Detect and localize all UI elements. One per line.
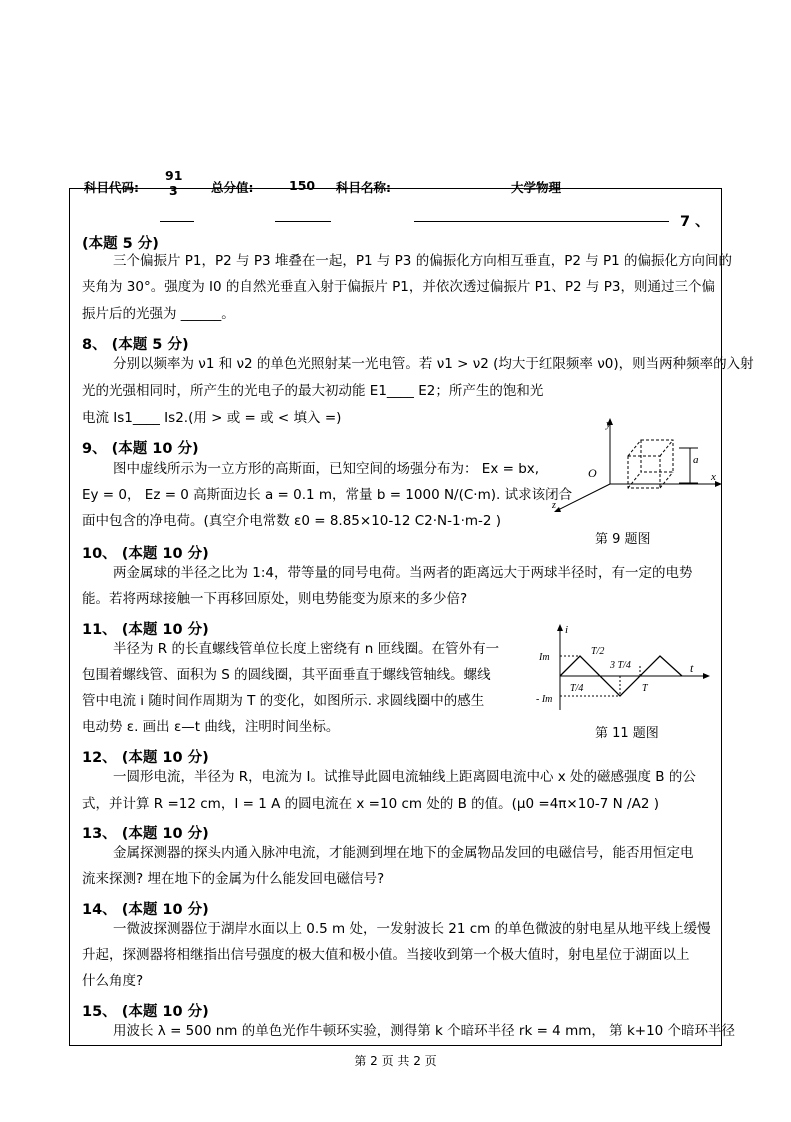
q11-line3: 管中电流 i 随时间作周期为 T 的变化，如图所示. 求圆线圈中的感生 xyxy=(82,693,485,709)
q7-line3: 振片后的光强为 ______。 xyxy=(82,306,235,322)
q9-line2: Ey = 0， Ez = 0 高斯面边长 a = 0.1 m，常量 b = 1000 N/(C·m). 试求该闭合 xyxy=(82,487,573,503)
blank-line xyxy=(414,221,669,222)
q7-line2: 夹角为 30°。强度为 I0 的自然光垂直入射于偏振片 P1，并依次透过偏振片 P1、P2 与 P3，则通过三个偏 xyxy=(82,279,715,295)
q11-figure-caption: 第 11 题图 xyxy=(595,726,659,741)
q7-title: (本题 5 分) xyxy=(82,236,159,252)
q9-figure-caption: 第 9 题图 xyxy=(595,532,651,547)
q11-line4: 电动势 ε. 画出 ε—t 曲线，注明时间坐标。 xyxy=(82,719,340,735)
q15-line1: 用波长 λ = 500 nm 的单色光作牛顿环实验，测得第 k 个暗环半径 rk = 4 mm， 第 k+10 个暗环半径 xyxy=(113,1023,736,1039)
fig11-im-label: Im xyxy=(539,652,550,663)
fig9-x-label: x xyxy=(711,471,716,483)
blank-line xyxy=(275,221,331,222)
fig11-neg-im-label: - Im xyxy=(536,694,553,705)
z-axis xyxy=(558,484,610,510)
q8-line2: 光的光强相同时，所产生的光电子的最大初动能 E1____ E2；所产生的饱和光 xyxy=(82,383,544,399)
q13-line2: 流来探测? 埋在地下的金属为什么能发回电磁信号? xyxy=(82,871,385,887)
q9-line1: 图中虚线所示为一立方形的高斯面，已知空间的场强分布为： Ex = bx, xyxy=(113,461,540,477)
fig11-t-label: t xyxy=(690,661,694,675)
total-score-value: 150 xyxy=(289,178,316,193)
blank-line xyxy=(160,221,194,222)
q12-line1: 一圆形电流，半径为 R，电流为 I。试推导此圆电流轴线上距离圆电流中心 x 处的磁感强度 B 的公 xyxy=(113,769,696,785)
total-score-label: 总分值: xyxy=(211,180,254,195)
fig11-t2-label: T/2 xyxy=(591,646,605,657)
q14-line1: 一微波探测器位于湖岸水面以上 0.5 m 处，一发射波长 21 cm 的单色微波的射电星从地平线上缓慢 xyxy=(113,921,711,937)
fig11-i-label: i xyxy=(565,624,569,636)
fig9-z-label: z xyxy=(552,500,556,511)
fig11-t4-label: T/4 xyxy=(570,683,584,694)
q8-title: 8、 (本题 5 分) xyxy=(82,337,189,353)
fig9-origin-label: O xyxy=(588,466,597,480)
page-footer: 第 2 页 共 2 页 xyxy=(354,1054,437,1068)
q14-title: 14、 (本题 10 分) xyxy=(82,902,209,918)
q9-title: 9、 (本题 10 分) xyxy=(82,441,199,457)
subject-name-label: 科目名称: xyxy=(336,180,391,195)
q11-title: 11、 (本题 10 分) xyxy=(82,622,209,638)
q15-title: 15、 (本题 10 分) xyxy=(82,1004,209,1020)
subject-code-value-bottom: 3 xyxy=(169,183,178,198)
q12-line2: 式，并计算 R =12 cm，I = 1 A 的圆电流在 x =10 cm 处的 B 的值。(μ0 =4π×10-7 N /A2 ) xyxy=(82,796,659,812)
q12-title: 12、 (本题 10 分) xyxy=(82,750,209,766)
q10-line1: 两金属球的半径之比为 1:4，带等量的同号电荷。当两者的距离远大于两球半径时，有一定的电势 xyxy=(113,565,693,581)
q14-line2: 升起，探测器将相继指出信号强度的极大值和极小值。当接收到第一个极大值时，射电星位于湖面以上 xyxy=(82,947,690,963)
q9-line3: 面中包含的净电荷。(真空介电常数 ε0 = 8.85×10-12 C2·N-1·m-2 ) xyxy=(82,513,502,529)
q13-line1: 金属探测器的探头内通入脉冲电流，才能测到埋在地下的金属物品发回的电磁信号，能否用恒定电 xyxy=(113,845,694,861)
fig11-period-label: T xyxy=(642,683,648,694)
subject-code-label: 科目代码: xyxy=(84,180,139,195)
q7-number: 7 、 xyxy=(680,214,710,230)
fig11-3t4-label: 3 T/4 xyxy=(610,660,631,671)
q14-line3: 什么角度? xyxy=(82,973,144,989)
subject-name-value: 大学物理 xyxy=(511,180,562,195)
q7-line1: 三个偏振片 P1，P2 与 P3 堆叠在一起，P1 与 P3 的偏振化方向相互垂直，P2 与 P1 的偏振化方向间的 xyxy=(113,253,733,269)
q8-line1: 分别以频率为 ν1 和 ν2 的单色光照射某一光电管。若 ν1 > ν2 (均大于红限频率 ν0)，则当两种频率的入射 xyxy=(113,356,754,372)
q10-title: 10、 (本题 10 分) xyxy=(82,546,209,562)
q8-line3: 电流 Is1____ Is2.(用 > 或 = 或 < 填入 =) xyxy=(82,410,342,426)
q9-gauss-cube-figure xyxy=(548,414,724,524)
q13-title: 13、 (本题 10 分) xyxy=(82,826,209,842)
q10-line2: 能。若将两球接触一下再移回原处，则电势能变为原来的多少倍? xyxy=(82,591,468,607)
q11-line1: 半径为 R 的长直螺线管单位长度上密绕有 n 匝线圈。在管外有一 xyxy=(113,641,500,657)
subject-code-value-top: 91 xyxy=(165,168,183,183)
fig9-y-label: y xyxy=(606,418,611,430)
q11-line2: 包围着螺线管、面积为 S 的圆线圈，其平面垂直于螺线管轴线。螺线 xyxy=(82,667,491,683)
fig9-a-label: a xyxy=(693,454,699,466)
q11-current-graph xyxy=(536,622,712,712)
